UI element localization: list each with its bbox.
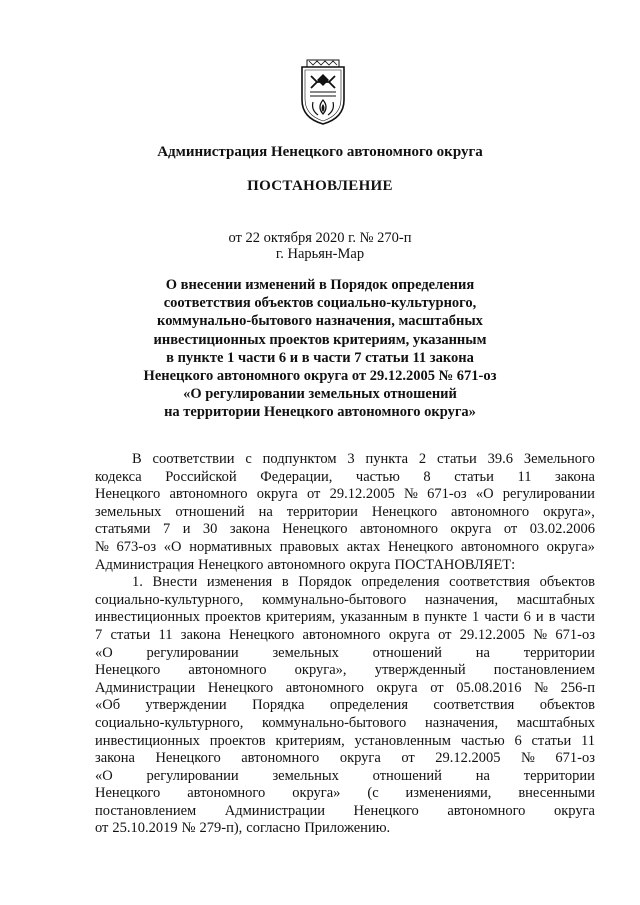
body-word: № [404, 486, 418, 503]
body-word: автономного [187, 785, 266, 802]
body-word: кодекса [95, 468, 142, 485]
body-word: Ненецкого [387, 538, 454, 555]
body-word: 1 [471, 609, 480, 626]
body-word: Администрация [95, 556, 195, 573]
body-word: 3 [347, 451, 355, 467]
body-word: от [95, 820, 109, 837]
document-city: г. Нарьян-Мар [275, 246, 365, 262]
body-word: утвержденный [374, 662, 466, 679]
body-word: от [430, 679, 444, 696]
body-word: определения [361, 574, 440, 591]
body-word: (с [367, 785, 379, 802]
body-word: земельных [272, 644, 339, 661]
body-word: 671-оз [555, 750, 595, 767]
body-word: автономного [267, 556, 346, 573]
body-word: 03.02.2006 [529, 521, 595, 538]
body-word: автономного [285, 679, 364, 696]
body-word: округа» [292, 785, 341, 802]
body-word: 05.08.2016 [456, 679, 522, 696]
body-word: 2 [418, 451, 427, 467]
body-word: коммунально-бытового [262, 714, 407, 731]
body-line [95, 627, 595, 645]
body-line [95, 486, 595, 504]
body-line [95, 680, 595, 698]
body-line [95, 785, 595, 803]
body-word: регулировании [146, 644, 239, 661]
body-word: территории [523, 767, 595, 784]
body-word: Ненецкого [282, 521, 348, 538]
body-word: в [548, 609, 556, 626]
title-line: инвестиционных проектов критериям, указанным [153, 331, 487, 348]
body-word: «О [475, 486, 494, 503]
body-line [95, 697, 595, 715]
body-word: 6 [523, 609, 531, 626]
body-word: закона [555, 468, 595, 485]
body-word: 671-оз [555, 626, 595, 643]
title-line: соответствия объектов социально-культурного, [163, 295, 477, 312]
organization-name: Администрация Ненецкого автономного округа [157, 144, 483, 160]
body-word: проектов [204, 609, 261, 626]
document-title [100, 276, 540, 422]
body-word: Ненецкого [95, 662, 161, 679]
body-word: актах [346, 538, 381, 555]
body-word: части [560, 609, 595, 626]
body-word: регулировании [146, 767, 239, 784]
body-line [95, 557, 595, 575]
body-word: 7 [163, 521, 171, 538]
body-word: земельных [95, 503, 162, 520]
body-line [95, 820, 595, 838]
body-line [95, 733, 595, 751]
body-word: социально-культурного, [95, 714, 244, 731]
title-line: в пункте 1 части 6 и в части 7 статьи 11 закона [166, 349, 474, 366]
body-word: масштабных [516, 591, 595, 608]
body-word: инвестиционных [95, 609, 200, 626]
body-word: ПОСТАНОВЛЯЕТ: [394, 556, 516, 573]
title-line: коммунально-бытового назначения, масштабных [157, 313, 483, 330]
title-line: О внесении изменений в Порядок определения [165, 277, 475, 293]
body-line [95, 645, 595, 663]
body-word: 671-оз [427, 486, 467, 503]
body-word: утверждении [145, 697, 227, 714]
body-word: № [534, 679, 548, 696]
body-word: критериям, [275, 732, 345, 749]
body-word: с [245, 451, 252, 467]
body-word: закона [229, 521, 270, 538]
body-word: статьи [437, 451, 477, 467]
body-word: округа [349, 556, 391, 573]
body-line [95, 609, 595, 627]
document-type: ПОСТАНОВЛЕНИЕ [247, 178, 393, 194]
body-word: округа [388, 626, 430, 643]
body-word: «О [95, 767, 113, 784]
body-word: социально-культурного, [95, 591, 244, 608]
body-word: 11 [158, 626, 173, 643]
body-word: частью [460, 732, 505, 749]
body-word: закона [180, 626, 221, 643]
body-word: округа», [294, 662, 347, 679]
body-word: инвестиционных [95, 732, 200, 749]
body-word: соответствия [449, 574, 530, 591]
body-word: статьи [531, 732, 572, 749]
body-word: отношений [372, 644, 442, 661]
body-word: территории [523, 644, 595, 661]
body-word: указанным [340, 609, 408, 626]
body-word: и [535, 609, 544, 626]
body-word: земельных [272, 767, 339, 784]
body-word: назначения, [424, 714, 499, 731]
body-word: автономного [451, 503, 530, 520]
body-word: округа [553, 802, 595, 819]
body-word: от [503, 521, 518, 538]
body-word: на [475, 644, 490, 661]
body-word: статьи [454, 468, 494, 485]
body-line [95, 715, 595, 733]
body-word: Ненецкого [95, 486, 161, 503]
body-word: определения [329, 697, 408, 714]
body-line [95, 803, 595, 821]
coat-of-arms-nenets-icon [298, 58, 348, 126]
body-word: 256-п [560, 679, 595, 696]
body-word: 8 [423, 468, 431, 485]
body-word: нормативных [189, 538, 273, 555]
body-word: 29.12.2005 [435, 750, 501, 767]
body-word: 1. [132, 574, 143, 591]
body-line [95, 592, 595, 610]
body-word: Администрации [224, 802, 325, 819]
body-word: автономного [447, 802, 526, 819]
body-word: округа», [543, 503, 595, 520]
body-word: Ненецкого [207, 679, 274, 696]
title-line: «О регулировании земельных отношений [183, 386, 457, 403]
body-word: объектов [539, 697, 595, 714]
document-date-number: от 22 октября 2020 г. № 270-п [228, 230, 412, 246]
body-word: части [484, 609, 519, 626]
body-word: 29.12.2005 [459, 626, 525, 643]
body-word: пункта [365, 451, 409, 467]
body-word: в [281, 574, 289, 591]
body-word: Ненецкого [95, 785, 161, 802]
body-word: внесенными [518, 785, 595, 802]
body-word: постановлением [95, 802, 197, 819]
body-word: автономного [241, 750, 320, 767]
body-word: отношений [175, 503, 245, 520]
body-word: округа [339, 750, 381, 767]
body-word: соответствии [152, 451, 235, 467]
body-word: «О [95, 644, 113, 661]
body-word: автономного [188, 662, 267, 679]
body-word: Земельного [523, 451, 595, 467]
document-body [95, 451, 595, 838]
body-word: подпунктом [262, 451, 337, 467]
body-word: Порядка [252, 697, 305, 714]
body-line [95, 504, 595, 522]
body-word: Ненецкого [198, 556, 264, 573]
body-word: территории [286, 503, 358, 520]
body-word: округа [450, 521, 492, 538]
body-word: № [521, 750, 535, 767]
body-word: пункте [424, 609, 467, 626]
body-word: коммунально-бытового [262, 591, 407, 608]
body-word: частью [355, 468, 400, 485]
body-word: Федерации, [260, 468, 333, 485]
body-line [95, 451, 595, 469]
body-word: 25.10.2019 [112, 820, 178, 837]
body-word: 11 [517, 468, 532, 485]
body-word: «Об [95, 697, 121, 714]
body-word: Российской [165, 468, 237, 485]
body-word: масштабных [516, 714, 595, 731]
body-word: установленным [354, 732, 451, 749]
body-word: автономного [302, 626, 381, 643]
body-word: соответствия [433, 697, 515, 714]
body-word: изменения [206, 574, 273, 591]
body-word: округа [256, 486, 298, 503]
body-word: назначения, [424, 591, 499, 608]
body-word: проектов [209, 732, 266, 749]
body-word: 6 [514, 732, 522, 749]
body-word: округа» [546, 538, 595, 555]
body-word: Порядок [298, 574, 352, 591]
body-line [95, 539, 595, 557]
body-word: и [182, 521, 191, 538]
body-word: согласно [246, 820, 301, 837]
body-word: Ненецкого [228, 626, 295, 643]
body-word: автономного [359, 521, 438, 538]
body-word: регулировании [502, 486, 595, 503]
body-word: Администрации [95, 679, 196, 696]
body-word: № [181, 820, 196, 837]
body-word: округа [376, 679, 418, 696]
body-word: изменениями, [405, 785, 492, 802]
body-word: автономного [169, 486, 248, 503]
body-word: статьи [110, 626, 151, 643]
body-word: 279-п), [199, 820, 243, 837]
body-word: автономного [460, 538, 539, 555]
body-word: «О [163, 538, 182, 555]
body-word: 29.12.2005 [329, 486, 395, 503]
body-word: 7 [95, 626, 103, 643]
body-word: Ненецкого [155, 750, 221, 767]
body-line [95, 574, 595, 592]
body-word: правовых [279, 538, 340, 555]
body-word: № [95, 538, 109, 555]
body-line [95, 662, 595, 680]
body-word: В [132, 451, 142, 467]
body-word: объектов [539, 574, 595, 591]
body-line [95, 521, 595, 539]
title-line: Ненецкого автономного округа от 29.12.2005 № 671-оз [143, 368, 497, 385]
body-word: Внести [152, 574, 198, 591]
body-word: 673-оз [116, 538, 157, 555]
body-word: 39.6 [487, 451, 513, 467]
body-word: статьями [95, 521, 151, 538]
body-word: 30 [202, 521, 218, 538]
body-word: № [533, 626, 548, 643]
body-word: в [412, 609, 420, 626]
body-word: от [401, 750, 415, 767]
body-word: отношений [372, 767, 442, 784]
body-word: 11 [581, 732, 595, 749]
body-word: от [438, 626, 452, 643]
body-word: Приложению. [304, 820, 391, 837]
body-line [95, 768, 595, 786]
body-word: критериям, [266, 609, 336, 626]
body-word: на [258, 503, 273, 520]
body-word: на [475, 767, 490, 784]
body-word: постановлением [493, 662, 595, 679]
body-word: закона [95, 750, 135, 767]
body-line [95, 750, 595, 768]
body-word: Ненецкого [371, 503, 438, 520]
body-line [95, 469, 595, 487]
title-line: на территории Ненецкого автономного округа» [164, 404, 476, 421]
body-word: Ненецкого [353, 802, 419, 819]
body-word: от [306, 486, 321, 503]
